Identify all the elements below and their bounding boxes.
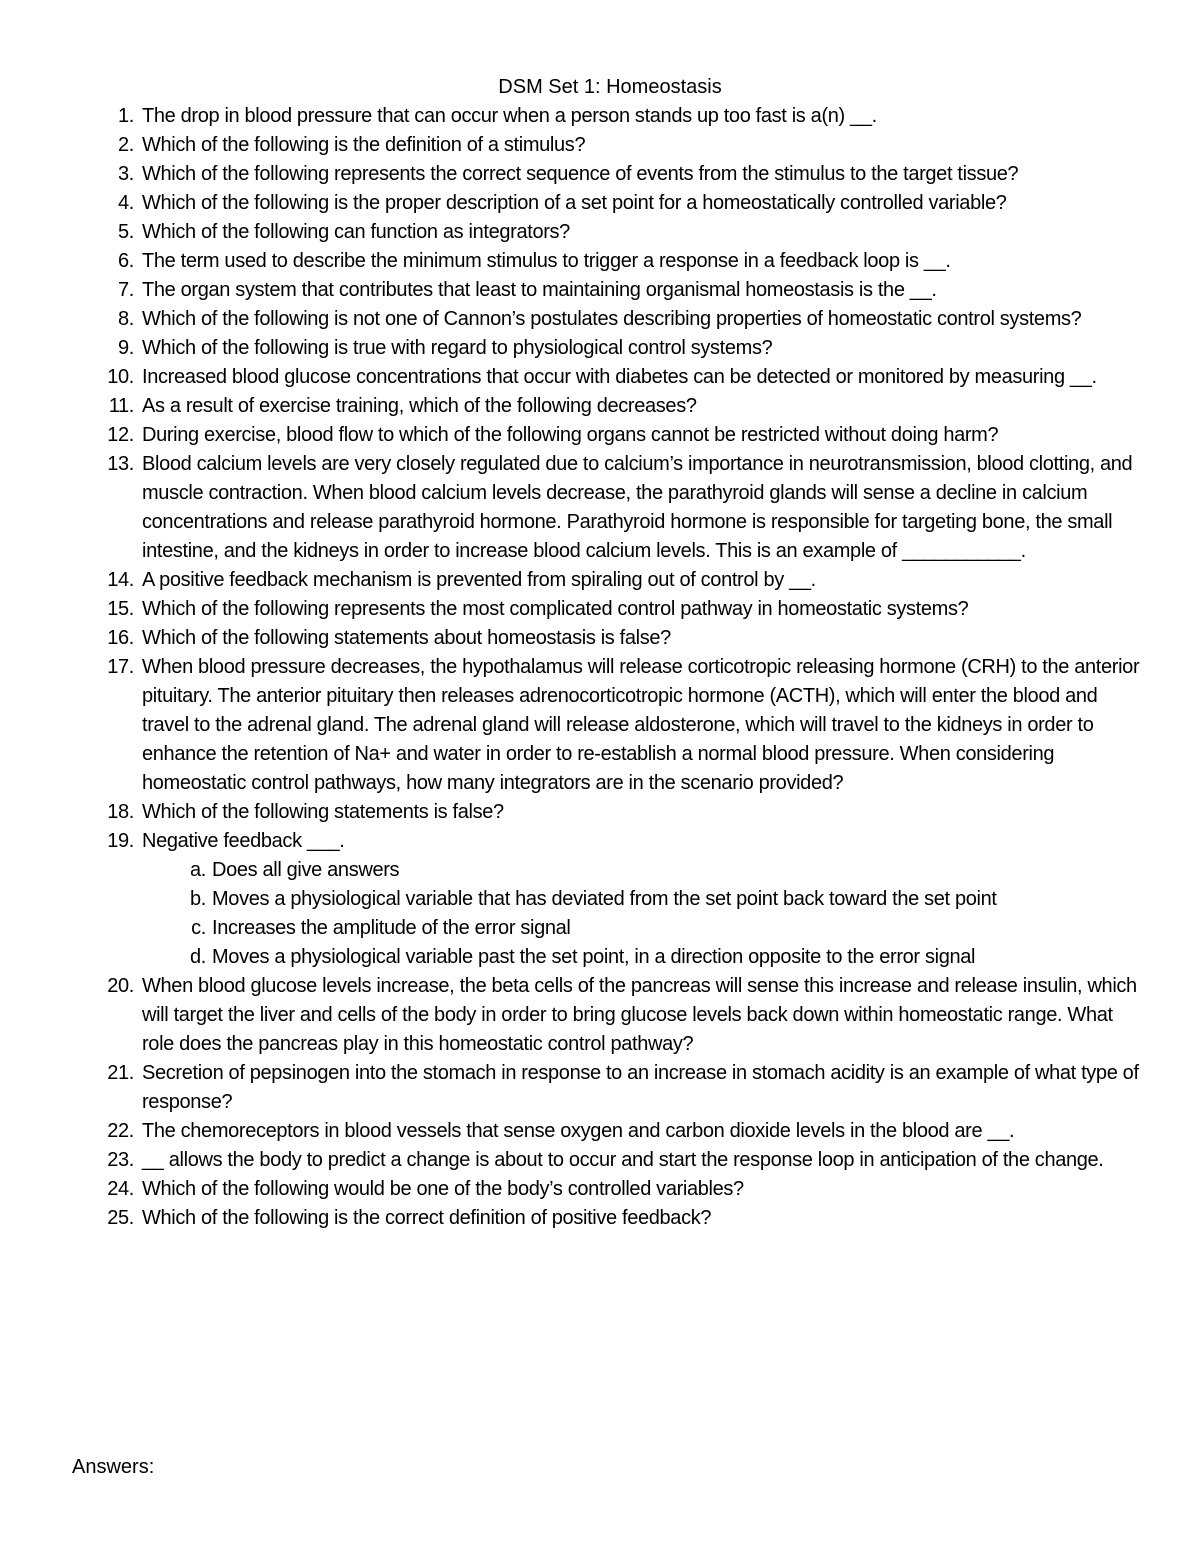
question-text: Which of the following statements about homeostasis is false?: [142, 627, 671, 649]
answer-options: [142, 856, 1140, 972]
question-text: Which of the following would be one of the body’s controlled variables?: [142, 1178, 744, 1200]
question-item: [72, 247, 1140, 276]
question-text: The term used to describe the minimum stimulus to trigger a response in a feedback loop is __.: [142, 250, 951, 272]
question-number: 11.: [108, 395, 134, 417]
question-text: Which of the following is the correct definition of positive feedback?: [142, 1207, 712, 1229]
question-text: The drop in blood pressure that can occur when a person stands up too fast is a(n) __.: [142, 105, 877, 127]
question-item: [72, 450, 1140, 566]
option-text: Does all give answers: [212, 859, 400, 881]
question-number: 8.: [118, 308, 134, 330]
question-item: [72, 1117, 1140, 1146]
question-text: Which of the following is the definition of a stimulus?: [142, 134, 586, 156]
option-text: Moves a physiological variable that has deviated from the set point back toward the set point: [212, 888, 997, 910]
question-number: 13.: [107, 453, 134, 475]
question-item: [72, 131, 1140, 160]
question-text: Which of the following is the proper description of a set point for a homeostatically controlled variable?: [142, 192, 1007, 214]
question-item: [72, 1204, 1140, 1233]
question-number: 24.: [107, 1178, 134, 1200]
question-item: [72, 1059, 1140, 1117]
option-label: d.: [190, 946, 206, 968]
question-number: 22.: [107, 1120, 134, 1142]
question-number: 1.: [118, 105, 134, 127]
question-item: [72, 595, 1140, 624]
question-item: [72, 566, 1140, 595]
question-item: [72, 305, 1140, 334]
question-text: Secretion of pepsinogen into the stomach in response to an increase in stomach acidity is an example of what type of response?: [142, 1062, 1139, 1113]
question-text: Blood calcium levels are very closely regulated due to calcium’s importance in neurotransmission, blood clotting, and muscle contraction. When blood calcium levels decrease, the parathyroid glands will sense a decline in calcium concentrations and release parathyroid hormone. Parathyroid hormone is responsible for targeting bone, the small intestine, and the kidneys in order to increase blood calcium levels. This is an example of ___________.: [142, 453, 1133, 562]
question-text: Which of the following is true with regard to physiological control systems?: [142, 337, 773, 359]
question-item: [72, 218, 1140, 247]
option-label: c.: [191, 917, 206, 939]
answer-option: [142, 885, 1140, 914]
question-text: Negative feedback ___.: [142, 830, 345, 852]
question-item: [72, 972, 1140, 1059]
answer-option: [142, 943, 1140, 972]
question-number: 23.: [107, 1149, 134, 1171]
question-number: 5.: [118, 221, 134, 243]
question-text: Which of the following can function as integrators?: [142, 221, 570, 243]
question-item: [72, 653, 1140, 798]
question-number: 16.: [107, 627, 134, 649]
question-text: A positive feedback mechanism is prevented from spiraling out of control by __.: [142, 569, 816, 591]
question-text: When blood glucose levels increase, the beta cells of the pancreas will sense this increase and release insulin, which will target the liver and cells of the body in order to bring glucose levels back down within homeostatic range. What role does the pancreas play in this homeostatic control pathway?: [142, 975, 1137, 1055]
question-number: 20.: [107, 975, 134, 997]
document-title: DSM Set 1: Homeostasis: [498, 76, 722, 98]
question-number: 18.: [107, 801, 134, 823]
question-text: Increased blood glucose concentrations that occur with diabetes can be detected or monitored by measuring __.: [142, 366, 1097, 388]
question-list: [72, 102, 1140, 1233]
question-item: [72, 189, 1140, 218]
question-text: When blood pressure decreases, the hypothalamus will release corticotropic releasing hormone (CRH) to the anterior pituitary. The anterior pituitary then releases adrenocorticotropic hormone (ACTH), which will enter the blood and travel to the adrenal gland. The adrenal gland will release aldosterone, which will travel to the kidneys in order to enhance the retention of Na+ and water in order to re-establish a normal blood pressure. When considering homeostatic control pathways, how many integrators are in the scenario provided?: [142, 656, 1140, 794]
answers-label: Answers:: [72, 1456, 155, 1478]
question-text: During exercise, blood flow to which of the following organs cannot be restricted without doing harm?: [142, 424, 999, 446]
question-item: [72, 276, 1140, 305]
question-number: 2.: [118, 134, 134, 156]
question-text: Which of the following is not one of Cannon’s postulates describing properties of homeostatic control systems?: [142, 308, 1082, 330]
question-number: 10.: [107, 366, 134, 388]
question-item: [72, 624, 1140, 653]
question-item: [72, 334, 1140, 363]
question-text: Which of the following represents the most complicated control pathway in homeostatic systems?: [142, 598, 969, 620]
question-number: 17.: [107, 656, 134, 678]
option-label: a.: [190, 859, 206, 881]
option-text: Increases the amplitude of the error signal: [212, 917, 571, 939]
question-number: 9.: [118, 337, 134, 359]
question-text: Which of the following statements is false?: [142, 801, 504, 823]
question-item: [72, 421, 1140, 450]
question-number: 12.: [107, 424, 134, 446]
question-item: [72, 392, 1140, 421]
question-number: 21.: [107, 1062, 134, 1084]
question-text: The chemoreceptors in blood vessels that sense oxygen and carbon dioxide levels in the blood are __.: [142, 1120, 1015, 1142]
question-text: __ allows the body to predict a change is about to occur and start the response loop in anticipation of the change.: [142, 1149, 1104, 1171]
question-number: 7.: [118, 279, 134, 301]
question-number: 14.: [107, 569, 134, 591]
question-item: [72, 363, 1140, 392]
question-number: 6.: [118, 250, 134, 272]
question-text: As a result of exercise training, which of the following decreases?: [142, 395, 697, 417]
question-item: [72, 160, 1140, 189]
question-item: [72, 1146, 1140, 1175]
question-number: 25.: [107, 1207, 134, 1229]
question-number: 15.: [107, 598, 134, 620]
option-text: Moves a physiological variable past the set point, in a direction opposite to the error signal: [212, 946, 976, 968]
question-item: [72, 102, 1140, 131]
question-item: [72, 798, 1140, 827]
question-number: 19.: [107, 830, 134, 852]
option-label: b.: [190, 888, 206, 910]
question-text: The organ system that contributes that least to maintaining organismal homeostasis is the __.: [142, 279, 937, 301]
question-item: [72, 1175, 1140, 1204]
answer-option: [142, 914, 1140, 943]
question-item: [72, 827, 1140, 972]
question-text: Which of the following represents the correct sequence of events from the stimulus to the target tissue?: [142, 163, 1019, 185]
question-number: 3.: [118, 163, 134, 185]
answer-option: [142, 856, 1140, 885]
question-number: 4.: [118, 192, 134, 214]
